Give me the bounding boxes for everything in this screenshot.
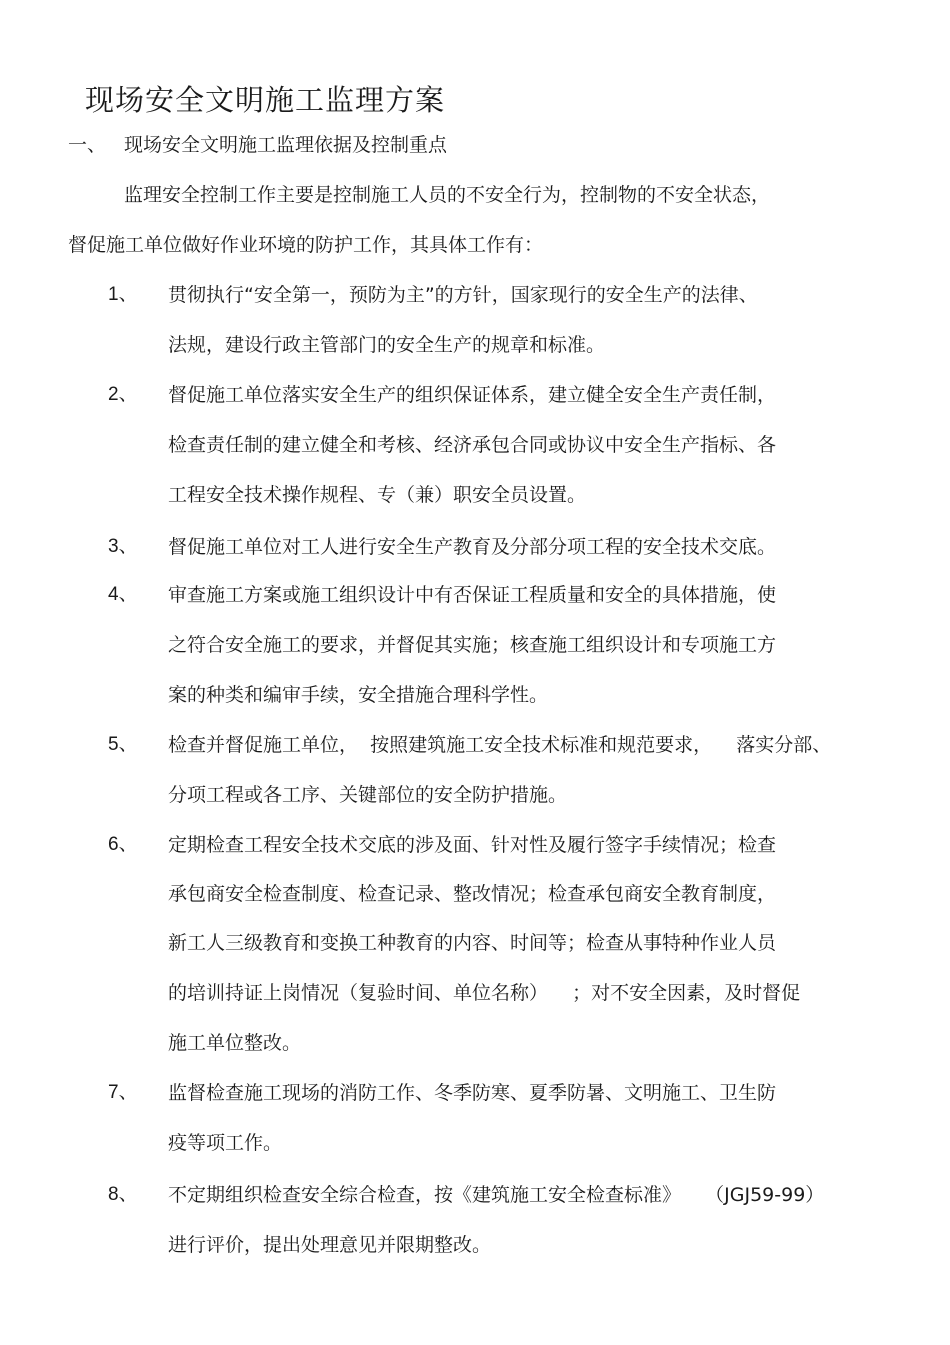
section-heading-text: 现场安全文明施工监理依据及控制重点	[124, 134, 448, 156]
list-item-number: 3、	[108, 536, 138, 557]
document-title: 现场安全文明施工监理方案	[85, 83, 446, 117]
list-item-line: 分项工程或各工序、关键部位的安全防护措施。	[168, 784, 568, 806]
list-item-number: 4、	[108, 584, 138, 605]
intro-line: 督促施工单位做好作业环境的防护工作，其具体工作有：	[68, 234, 544, 256]
list-item-line: 检查责任制的建立健全和考核、经济承包合同或协议中安全生产指标、各	[168, 434, 777, 456]
list-item-line: 工程安全技术操作规程、专（兼）职安全员设置。	[168, 484, 587, 506]
list-item-number: 8、	[108, 1184, 138, 1205]
list-item-line: 督促施工单位落实安全生产的组织保证体系，建立健全安全生产责任制，	[168, 384, 777, 406]
list-item-number: 6、	[108, 834, 138, 855]
list-item-line: 新工人三级教育和变换工种教育的内容、时间等；检查从事特种作业人员	[168, 932, 777, 954]
list-item-line: 检查并督促施工单位， 按照建筑施工安全技术标准和规范要求， 落实分部、	[168, 734, 832, 756]
list-item-line: 的培训持证上岗情况（复验时间、单位名称） ；对不安全因素，及时督促	[168, 982, 801, 1004]
list-item-line: 法规，建设行政主管部门的安全生产的规章和标准。	[168, 334, 606, 356]
list-item-line: 督促施工单位对工人进行安全生产教育及分部分项工程的安全技术交底。	[168, 536, 777, 558]
list-item-line: 案的种类和编审手续，安全措施合理科学性。	[168, 684, 549, 706]
list-item-line: 之符合安全施工的要求，并督促其实施；核查施工组织设计和专项施工方	[168, 634, 777, 656]
list-item-line: 不定期组织检查安全综合检查，按《建筑施工安全检查标准》 （JGJ59-99）	[168, 1184, 825, 1206]
list-item-number: 5、	[108, 734, 138, 755]
list-item-line: 疫等项工作。	[168, 1132, 283, 1154]
list-item-line: 施工单位整改。	[168, 1032, 302, 1054]
list-item-line: 定期检查工程安全技术交底的涉及面、针对性及履行签字手续情况；检查	[168, 834, 777, 856]
list-item-number: 1、	[108, 284, 138, 305]
list-item-line: 审查施工方案或施工组织设计中有否保证工程质量和安全的具体措施，使	[168, 584, 777, 606]
list-item-line: 监督检查施工现场的消防工作、冬季防寒、夏季防暑、文明施工、卫生防	[168, 1082, 777, 1104]
list-item-line: 承包商安全检查制度、检查记录、整改情况；检查承包商安全教育制度，	[168, 883, 777, 905]
list-item-line: 进行评价，提出处理意见并限期整改。	[168, 1234, 492, 1256]
section-number: 一、	[68, 134, 107, 156]
list-item-number: 2、	[108, 384, 138, 405]
list-item-line: 贯彻执行“安全第一，预防为主”的方针，国家现行的安全生产的法律、	[168, 284, 758, 306]
intro-line: 监理安全控制工作主要是控制施工人员的不安全行为，控制物的不安全状态，	[124, 184, 771, 206]
section-heading	[68, 130, 447, 160]
list-item-number: 7、	[108, 1082, 138, 1103]
